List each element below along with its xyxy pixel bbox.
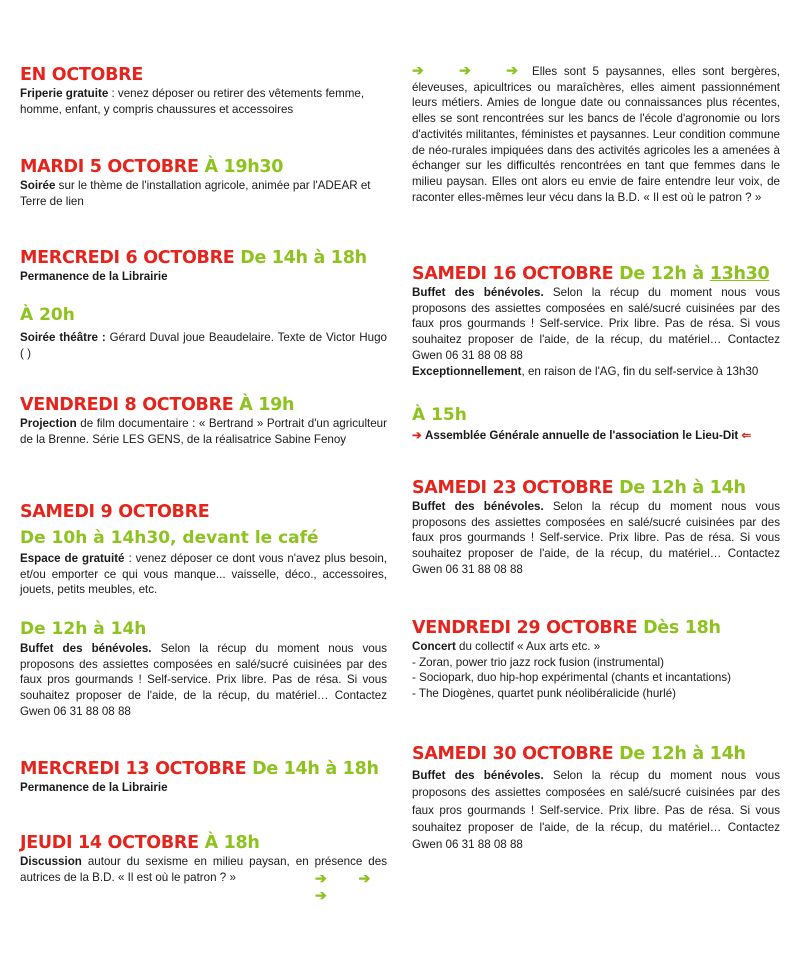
event-lead: Buffet des bénévoles. (20, 642, 152, 655)
event-time: De 12h à 14h (20, 619, 147, 639)
event-time: De 14h à 18h (240, 248, 367, 268)
event-mercredi-6 (20, 247, 387, 285)
event-text: Assemblée Générale annuelle de l'association le Lieu-Dit (424, 429, 739, 442)
event-vendredi-8 (20, 394, 387, 447)
event-lead: Discussion (20, 855, 82, 868)
event-lead: Concert (412, 640, 456, 653)
continue-arrows-icon: ➔ ➔ ➔ (315, 870, 385, 903)
event-text: Elles sont 5 paysannes, elles sont bergères, éleveuses, apicultrices ou maraîchères, elles aiment passionnément leurs métiers. Amies de longue date ou connaissances plus récentes, elles se sont rencontrées sur les bancs de l'école d'agronomie ou lors d'activités militantes, féministes et paysannes. Leur condition commune de néo-rurales impiquées dans des activités agricoles les a amenées à échanger sur les difficultés rencontrées en tant que femmes dans le milieu paysan. Elles ont alors eu envie de faire entendre leur voix, de raconter elles-mêmes leur vécu dans la B.D. « Il est où le patron ? » (412, 65, 780, 204)
event-lead: Permanence de la Librairie (20, 781, 168, 794)
event-title: MERCREDI 13 OCTOBRE (20, 759, 247, 779)
event-time: De 10h à 14h30, devant le café (20, 528, 319, 548)
event-text: du collectif « Aux arts etc. » (455, 640, 601, 653)
event-bd-description (412, 63, 780, 205)
event-time: À 18h (204, 833, 260, 853)
event-lead: Soirée théâtre : (20, 331, 106, 344)
event-time: À 15h (412, 405, 467, 425)
event-lead-2: Exceptionnellement (412, 364, 522, 378)
event-title: VENDREDI 8 OCTOBRE (20, 395, 234, 415)
event-text: Selon la récup du moment nous vous proposons des assiettes composées en salé/sucré cuisinées par des faux pros gourmands ! Self-service. Prix libre. Pas de résa. Si vous souhaitez proposer de l'aide, de la récup, du matériel… Contactez Gwen 06 31 88 08 88 (412, 500, 780, 576)
event-samedi-16 (412, 263, 780, 379)
event-time: De 12h à 14h (619, 478, 746, 498)
event-lead: Buffet des bénévoles. (412, 286, 544, 299)
event-time: De 12h à (619, 264, 710, 284)
concert-item: - Zoran, power trio jazz rock fusion (instrumental) (412, 655, 664, 669)
event-samedi-30 (412, 743, 780, 853)
event-title: SAMEDI 23 OCTOBRE (412, 478, 614, 498)
event-mardi-5 (20, 156, 387, 209)
event-title: SAMEDI 9 OCTOBRE (20, 502, 210, 522)
event-samedi-9 (20, 501, 387, 598)
event-lead: Soirée (20, 179, 56, 192)
continue-arrows-icon: ➔ ➔ ➔ (412, 62, 533, 78)
event-text: Selon la récup du moment nous vous proposons des assiettes composées en salé/sucré cuisinées par des faux pros gourmands ! Self-service. Prix libre. Pas de résa. Si vous souhaitez proposer de l'aide, de la récup, du matériel… Contactez Gwen 06 31 88 08 88 (20, 642, 387, 718)
event-text: sur le thème de l'installation agricole, animée par l'ADEAR et Terre de lien (20, 179, 371, 208)
event-text: Selon la récup du moment nous vous proposons des assiettes composées en salé/sucré cuisinées par des faux pros gourmands ! Self-service. Prix libre. Pas de résa. Si vous souhaitez proposer de l'aide, de la récup, du matériel… Contactez Gwen 06 31 88 08 88 (412, 286, 780, 362)
event-theatre (20, 304, 387, 361)
event-title: JEUDI 14 OCTOBRE (20, 833, 199, 853)
event-text: Selon la récup du moment nous vous proposons des assiettes composées en salé/sucré cuisinées par des faux pros gourmands ! Self-service. Prix libre. Pas de résa. Si vous souhaitez proposer de l'aide, de la récup, du matériel… Contactez Gwen 06 31 88 08 88 (412, 769, 780, 852)
event-time: À 19h (239, 395, 295, 415)
event-text: de film documentaire : « Bertrand » Portrait d'un agriculteur de la Brenne. Série LES GENS, de la réalisatrice Sabine Fenoy (20, 417, 387, 446)
concert-item: - Sociopark, duo hip-hop expérimental (chants et incantations) (412, 671, 732, 685)
arrow-right-icon: ➔ (412, 429, 422, 442)
event-lead: Projection (20, 417, 77, 430)
event-time: De 12h à 14h (619, 744, 746, 764)
event-title: VENDREDI 29 OCTOBRE (412, 618, 638, 638)
arrow-left-icon: ⇐ (741, 429, 752, 442)
event-lead: Friperie gratuite (20, 87, 109, 100)
event-title: MERCREDI 6 OCTOBRE (20, 248, 235, 268)
event-ag (412, 404, 780, 444)
event-time: À 20h (20, 305, 75, 325)
event-friperie (20, 64, 387, 117)
event-lead: Permanence de la Librairie (20, 270, 168, 283)
event-title: MARDI 5 OCTOBRE (20, 157, 199, 177)
event-title: SAMEDI 16 OCTOBRE (412, 264, 614, 284)
event-time-underlined: 13h30 (709, 264, 770, 284)
event-text: : venez déposer ou retirer des vêtements femme, homme, enfant, y compris chaussures et accessoires (20, 87, 365, 116)
event-text: autour du sexisme en milieu paysan, en présence des autrices de la B.D. « Il est où le patron ? » (20, 855, 387, 884)
concert-item: - The Diogènes, quartet punk néolibéralicide (hurlé) (412, 687, 677, 701)
event-vendredi-29 (412, 617, 780, 702)
event-title: SAMEDI 30 OCTOBRE (412, 744, 614, 764)
event-time: Dès 18h (643, 618, 721, 638)
event-samedi-23 (412, 477, 780, 578)
event-lead: Espace de gratuité (20, 552, 125, 565)
event-text: Gérard Duval joue Beaudelaire. Texte de Victor Hugo ( ) (20, 331, 387, 360)
event-time: À 19h30 (204, 157, 284, 177)
event-time: De 14h à 18h (252, 759, 379, 779)
event-buffet-9 (20, 618, 387, 720)
event-mercredi-13 (20, 758, 387, 796)
event-title: EN OCTOBRE (20, 65, 143, 85)
event-text: : venez déposer ce dont vous n'avez plus besoin, et/ou emporter ce qui vous manque... vaisselle, déco., accessoires, jouets, petits meubles, etc. (20, 552, 388, 597)
event-lead: Buffet des bénévoles. (412, 769, 544, 782)
event-lead: Buffet des bénévoles. (412, 500, 544, 513)
event-text-2: , en raison de l'AG, fin du self-service à 13h30 (521, 364, 759, 378)
